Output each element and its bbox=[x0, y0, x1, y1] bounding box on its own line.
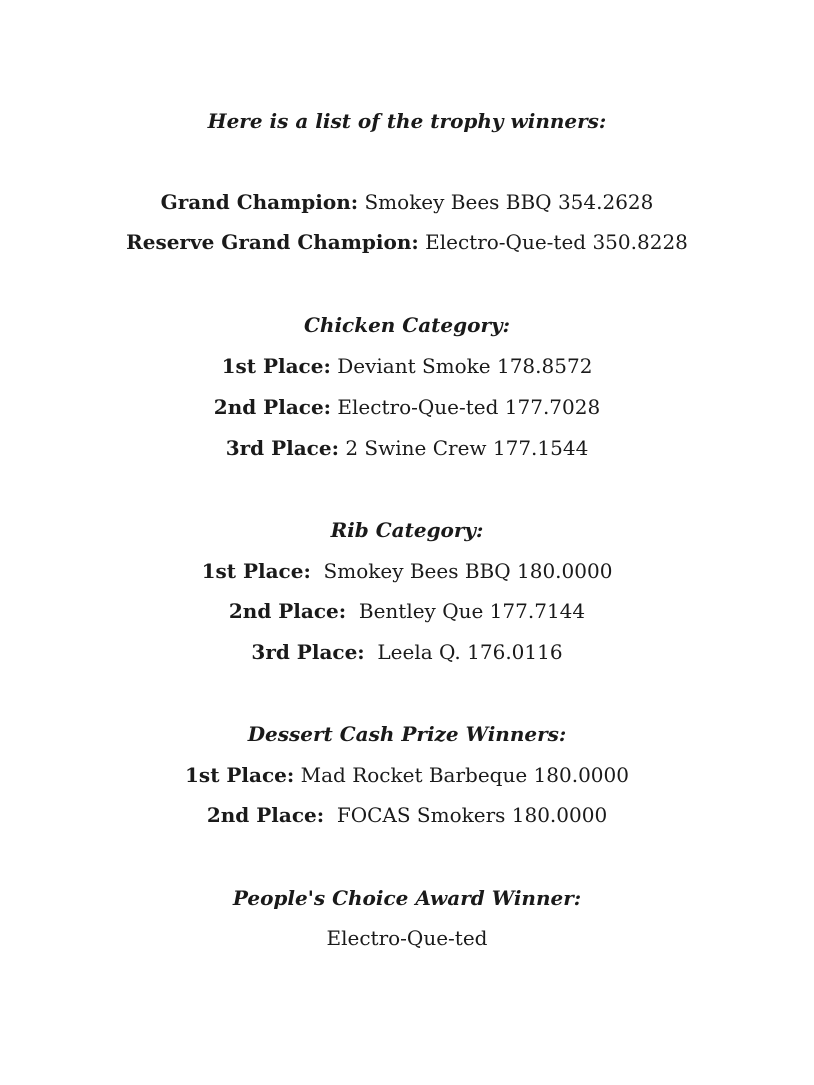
label: 1st Place: bbox=[221, 354, 331, 378]
label: Grand Champion: bbox=[160, 190, 359, 214]
reserve-grand-champion bbox=[0, 228, 814, 256]
label: 1st Place: bbox=[185, 763, 295, 787]
label: 2nd Place: bbox=[206, 803, 325, 827]
dessert-1st bbox=[0, 761, 814, 789]
intro-heading: Here is a list of the trophy winners: bbox=[207, 109, 607, 133]
value: FOCAS Smokers 180.0000 bbox=[324, 803, 608, 827]
peoples-choice-heading: People's Choice Award Winner: bbox=[232, 886, 582, 910]
chicken-2nd bbox=[0, 393, 814, 421]
label: 1st Place: bbox=[201, 559, 311, 583]
dessert-heading: Dessert Cash Prize Winners: bbox=[247, 722, 567, 746]
peoples-choice-winner: Electro-Que-ted bbox=[326, 926, 488, 950]
label: 2nd Place: bbox=[228, 599, 347, 623]
value: Smokey Bees BBQ 354.2628 bbox=[358, 190, 654, 214]
rib-1st bbox=[0, 557, 814, 585]
label: 3rd Place: bbox=[225, 436, 339, 460]
value: Smokey Bees BBQ 180.0000 bbox=[310, 559, 613, 583]
label: 2nd Place: bbox=[213, 395, 332, 419]
rib-2nd bbox=[0, 597, 814, 625]
rib-3rd bbox=[0, 638, 814, 666]
rib-heading: Rib Category: bbox=[330, 518, 484, 542]
value: Electro-Que-ted 350.8228 bbox=[418, 230, 688, 254]
dessert-2nd bbox=[0, 801, 814, 829]
chicken-heading: Chicken Category: bbox=[303, 313, 511, 337]
label: Reserve Grand Champion: bbox=[126, 230, 419, 254]
value: Electro-Que-ted 177.7028 bbox=[331, 395, 601, 419]
value: Leela Q. 176.0116 bbox=[364, 640, 563, 664]
chicken-1st bbox=[0, 352, 814, 380]
value: Bentley Que 177.7144 bbox=[346, 599, 586, 623]
chicken-3rd bbox=[0, 434, 814, 462]
value: Mad Rocket Barbeque 180.0000 bbox=[294, 763, 629, 787]
value: Deviant Smoke 178.8572 bbox=[330, 354, 593, 378]
grand-champion bbox=[0, 188, 814, 216]
label: 3rd Place: bbox=[251, 640, 365, 664]
value: 2 Swine Crew 177.1544 bbox=[338, 436, 589, 460]
